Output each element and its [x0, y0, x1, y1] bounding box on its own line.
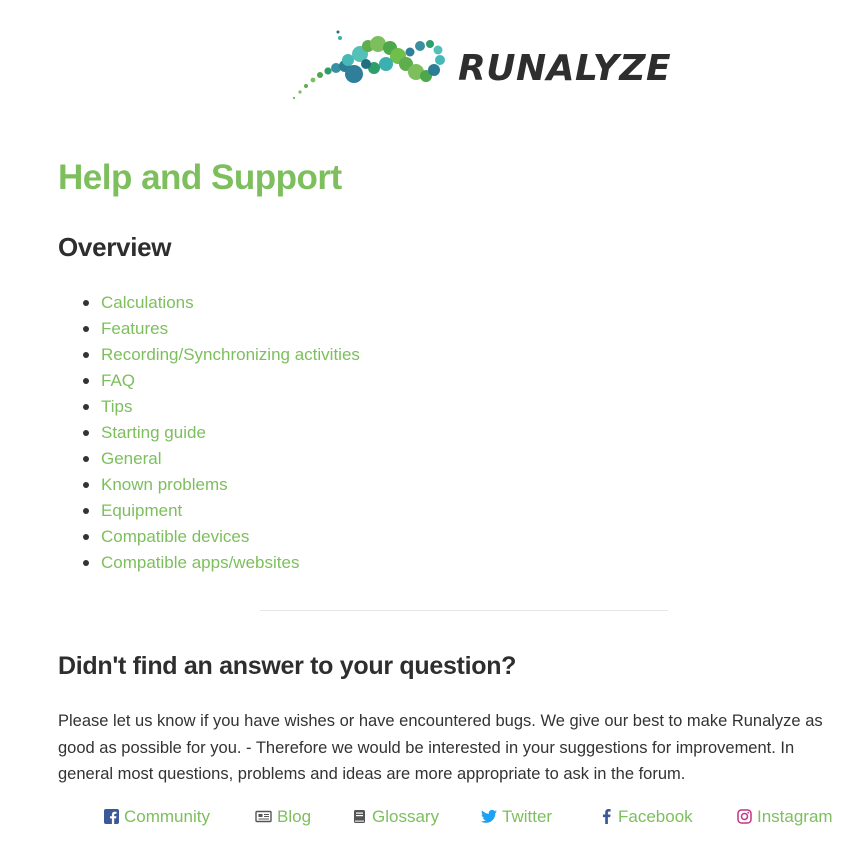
logo-wordmark: RUNALYZE: [458, 48, 672, 89]
glossary-label: Glossary: [372, 807, 440, 826]
social-links: [0, 803, 867, 831]
link-faq[interactable]: FAQ: [101, 371, 136, 390]
newspaper-icon: [255, 809, 272, 824]
link-compatible-apps[interactable]: Compatible apps/websites: [101, 553, 300, 572]
instagram-label: Instagram: [757, 807, 833, 826]
contact-heading: Didn't find an answer to your question?: [58, 652, 517, 680]
overview-list: [58, 290, 360, 576]
list-item: [58, 290, 360, 316]
overview-heading: Overview: [58, 232, 172, 262]
facebook-square-icon: [104, 809, 119, 824]
list-item: [58, 472, 360, 498]
list-item: [58, 498, 360, 524]
link-equipment[interactable]: Equipment: [101, 501, 183, 520]
list-item: [58, 368, 360, 394]
list-item: [58, 550, 360, 576]
contact-text: Please let us know if you have wishes or have encountered bugs. We give our best to make Runalyze as good as possible for you. - Therefore we would be interested in your suggestions for improvement. In general most questions, problems and ideas are more appropriate to ask in the forum.: [58, 712, 823, 783]
facebook-icon: [600, 809, 613, 824]
list-item: [58, 420, 360, 446]
twitter-link[interactable]: [481, 803, 552, 831]
community-label: Community: [124, 807, 210, 826]
list-item: [58, 316, 360, 342]
link-compatible-devices[interactable]: Compatible devices: [101, 527, 250, 546]
link-features[interactable]: Features: [101, 319, 169, 338]
link-recording-synchronizing[interactable]: Recording/Synchronizing activities: [101, 345, 360, 364]
blog-link[interactable]: [255, 803, 311, 831]
page-title: Help and Support: [58, 158, 342, 197]
list-item: [58, 446, 360, 472]
instagram-icon: [737, 809, 752, 824]
section-divider: [260, 610, 668, 611]
list-item: [58, 342, 360, 368]
link-known-problems[interactable]: Known problems: [101, 475, 228, 494]
logo-bubbles-icon: [290, 26, 460, 104]
link-tips[interactable]: Tips: [101, 397, 133, 416]
facebook-label: Facebook: [618, 807, 693, 826]
community-link[interactable]: [104, 803, 210, 831]
twitter-icon: [481, 809, 497, 824]
list-item: [58, 524, 360, 550]
book-icon: [352, 809, 367, 824]
link-starting-guide[interactable]: Starting guide: [101, 423, 206, 442]
instagram-link[interactable]: [737, 803, 833, 831]
runalyze-logo[interactable]: [290, 26, 672, 104]
blog-label: Blog: [277, 807, 312, 826]
list-item: [58, 394, 360, 420]
glossary-link[interactable]: [352, 803, 439, 831]
link-calculations[interactable]: Calculations: [101, 293, 194, 312]
link-general[interactable]: General: [101, 449, 162, 468]
twitter-label: Twitter: [502, 807, 553, 826]
facebook-link[interactable]: [600, 803, 693, 831]
